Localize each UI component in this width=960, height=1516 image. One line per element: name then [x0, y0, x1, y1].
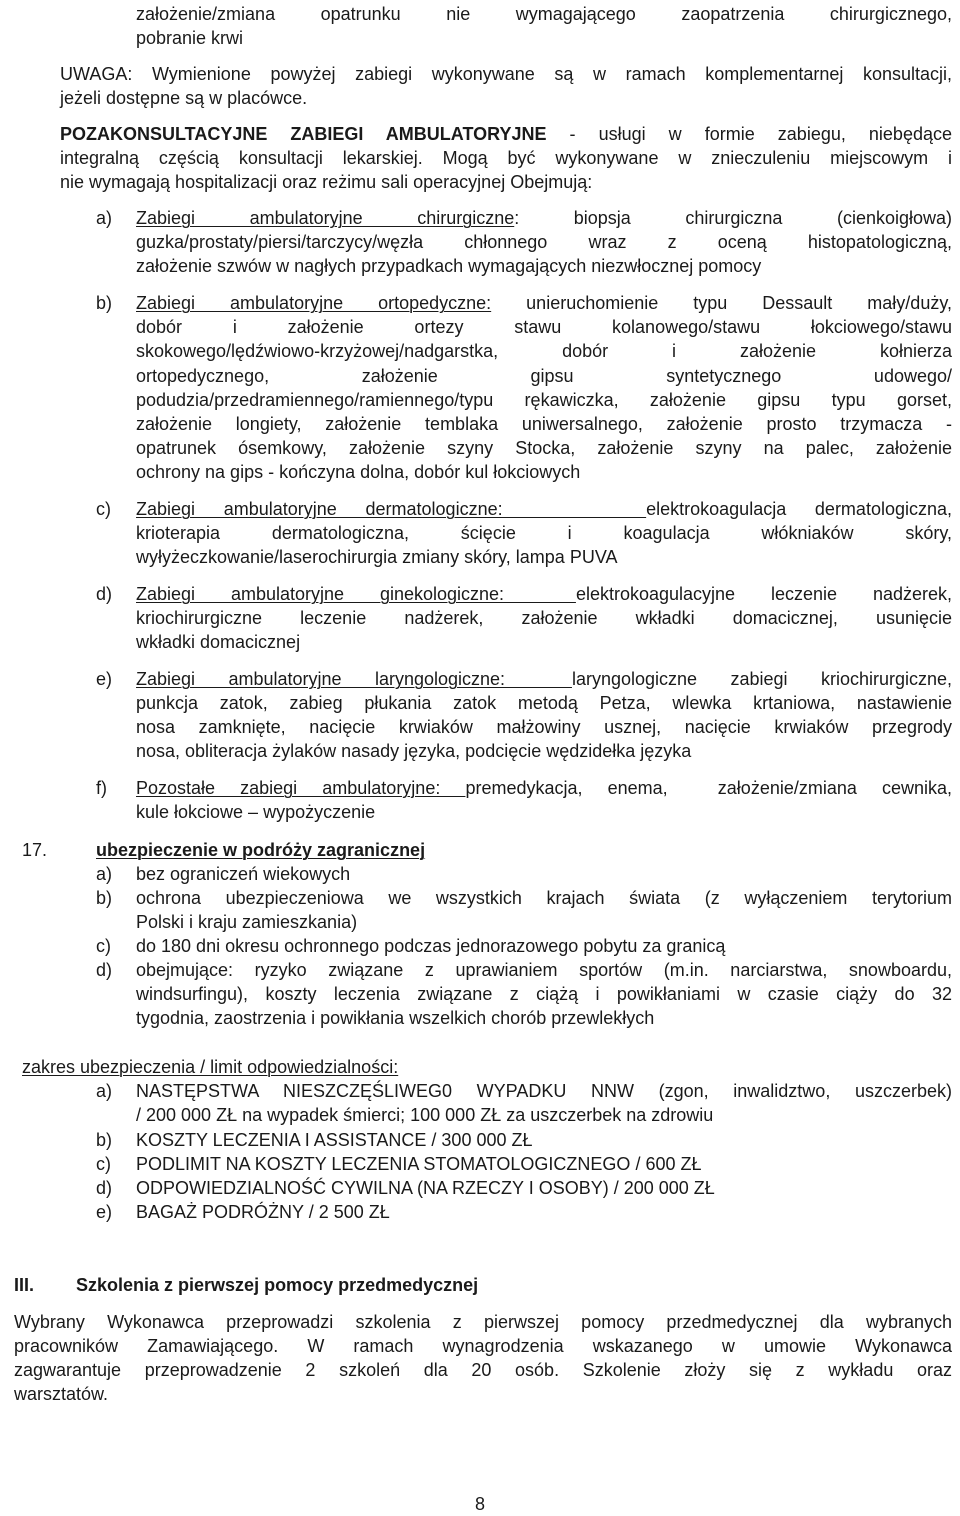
item-line: punkcja zatok, zabieg płukania zatok metodą Petza, wlewka krtaniowa, nastawienie [136, 693, 952, 713]
item-line: ochrony na gips - kończyna dolna, dobór kul łokciowych [136, 462, 581, 482]
post-consult-text: - usługi w formie zabiegu, niebędące [546, 124, 952, 144]
section-number: III. [14, 1275, 35, 1295]
item-line: założenie longiety, założenie temblaka uniwersalnego, założenie prosto trzymacza - [136, 414, 952, 434]
item-first-line [136, 291, 952, 315]
item-first-line [136, 206, 952, 230]
post-consult-line: integralną częścią konsultacji lekarskiej. Mogą być wykonywane w znieczuleniu miejscowym i [60, 148, 952, 168]
item-line: kule łokciowe – wypożyczenie [136, 802, 376, 822]
item-text: : biopsja chirurgiczna (cienkoigłowa) [514, 208, 952, 228]
item-label: d) [96, 584, 113, 604]
list-label: c) [96, 1154, 111, 1174]
list-line: NASTĘPSTWA NIESZCZĘŚLIWEG0 WYPADKU NNW (zgon, inwalidztwo, uszczerbek) [136, 1081, 952, 1101]
item-text: unieruchomienie typu Dessault mały/duży, [491, 293, 952, 313]
post-consult-line: nie wymagają hospitalizacji oraz reżimu sali operacyjnej Obejmują: [60, 172, 593, 192]
item-line: krioterapia dermatologiczna, ścięcie i koagulacja włókniaków skóry, [136, 523, 952, 543]
note-line: jeżeli dostępne są w placówce. [60, 88, 308, 108]
list-line: windsurfingu), koszty leczenia związane z ciążą i powikłaniami w czasie ciąży do 32 [136, 984, 952, 1004]
item-line: wyłyżeczkowanie/laserochirurgia zmiany skóry, lampa PUVA [136, 547, 618, 567]
section-title: ubezpieczenie w podróży zagranicznej [96, 840, 426, 860]
list-line: ochrona ubezpieczeniowa we wszystkich krajach świata (z wyłączeniem terytorium [136, 888, 952, 908]
item-label: c) [96, 499, 111, 519]
post-consult-title: POZAKONSULTACYJNE ZABIEGI AMBULATORYJNE [60, 124, 547, 144]
item-line: nosa, obliteracja żylaków nasady języka, podcięcie wędzidełka języka [136, 741, 692, 761]
item-text: premedykacja, enema, założenie/zmiana cewnika, [465, 778, 952, 798]
intro-line: założenie/zmiana opatrunku nie wymagającego zaopatrzenia chirurgicznego, [136, 4, 952, 24]
list-label: d) [96, 960, 113, 980]
list-label: b) [96, 888, 113, 908]
item-line: nosa zamknięte, nacięcie krwiaków małżowiny usznej, nacięcie krwiaków przegrody [136, 717, 952, 737]
item-line: założenie szwów w nagłych przypadkach wymagających niezwłocznej pomocy [136, 256, 762, 276]
item-line: kriochirurgiczne leczenie nadżerek, założenie wkładki domacicznej, usunięcie [136, 608, 952, 628]
item-title: Zabiegi ambulatoryjne laryngologiczne: [136, 669, 572, 689]
list-line: tygodnia, zaostrzenia i powikłania wszelkich chorób przewlekłych [136, 1008, 655, 1028]
item-title: Zabiegi ambulatoryjne chirurgiczne [136, 208, 515, 228]
item-line: guzka/prostaty/piersi/tarczycy/węzła chłonnego wraz z oceną histopatologiczną, [136, 232, 952, 252]
paragraph-line: warsztatów. [14, 1384, 109, 1404]
post-consult-line [60, 122, 952, 146]
section-number: 17. [22, 840, 48, 860]
list-label: c) [96, 936, 111, 956]
item-label: e) [96, 669, 113, 689]
note-line: UWAGA: Wymienione powyżej zabiegi wykonywane są w ramach komplementarnej konsultacji, [60, 64, 952, 84]
section-title: Szkolenia z pierwszej pomocy przedmedycznej [76, 1275, 479, 1295]
item-text: elektrokoagulacyjne leczenie nadżerek, [575, 584, 952, 604]
list-line: BAGAŻ PODRÓŻNY / 2 500 ZŁ [136, 1202, 390, 1222]
scope-heading: zakres ubezpieczenia / limit odpowiedzialności: [22, 1057, 399, 1077]
intro-line: pobranie krwi [136, 28, 244, 48]
item-line: skokowego/lędźwiowo-krzyżowej/nadgarstka, dobór i założenie kołnierza [136, 341, 952, 361]
paragraph-line: zagwarantuje przeprowadzenie 2 szkoleń dla 20 osób. Szkolenie złoży się z wykładu oraz [14, 1360, 952, 1380]
item-line: podudzia/przedramiennego/ramiennego/typu rękawiczka, założenie gipsu typu gorset, [136, 390, 952, 410]
list-line: bez ograniczeń wiekowych [136, 864, 351, 884]
paragraph-line: pracowników Zamawiającego. W ramach wynagrodzenia wskazanego w umowie Wykonawca [14, 1336, 952, 1356]
list-label: d) [96, 1178, 113, 1198]
list-label: e) [96, 1202, 113, 1222]
list-line: do 180 dni okresu ochronnego podczas jednorazowego pobytu za granicą [136, 936, 726, 956]
item-line: ortopedycznego, założenie gipsu syntetycznego udowego/ [136, 366, 952, 386]
list-line: PODLIMIT NA KOSZTY LECZENIA STOMATOLOGICZNEGO / 600 ZŁ [136, 1154, 702, 1174]
item-first-line [136, 776, 952, 800]
item-title: Zabiegi ambulatoryjne ortopedyczne: [136, 293, 492, 313]
list-line: obejmujące: ryzyko związane z uprawianiem sportów (m.in. narciarstwa, snowboardu, [136, 960, 952, 980]
item-first-line [136, 667, 952, 691]
item-first-line [136, 582, 952, 606]
item-label: f) [96, 778, 107, 798]
item-line: wkładki domacicznej [136, 632, 301, 652]
list-label: b) [96, 1130, 113, 1150]
page-number: 8 [474, 1494, 485, 1514]
item-title: Zabiegi ambulatoryjne ginekologiczne: [136, 584, 576, 604]
item-line: opatrunek ósemkowy, założenie szyny Stocka, założenie szyny na palec, założenie [136, 438, 952, 458]
item-first-line [136, 497, 952, 521]
list-line: / 200 000 ZŁ na wypadek śmierci; 100 000 ZŁ za uszczerbek na zdrowiu [136, 1105, 714, 1125]
item-text: elektrokoagulacja dermatologiczna, [646, 499, 952, 519]
item-label: b) [96, 293, 113, 313]
list-label: a) [96, 1081, 113, 1101]
list-line: Polski i kraju zamieszkania) [136, 912, 358, 932]
item-line: dobór i założenie ortezy stawu kolanowego/stawu łokciowego/stawu [136, 317, 952, 337]
list-line: KOSZTY LECZENIA I ASSISTANCE / 300 000 ZŁ [136, 1130, 533, 1150]
item-text: laryngologiczne zabiegi kriochirurgiczne, [571, 669, 952, 689]
list-label: a) [96, 864, 113, 884]
item-label: a) [96, 208, 113, 228]
paragraph-line: Wybrany Wykonawca przeprowadzi szkolenia z pierwszej pomocy przedmedycznej dla wybranych [14, 1312, 952, 1332]
item-title: Pozostałe zabiegi ambulatoryjne: [136, 778, 466, 798]
item-title: Zabiegi ambulatoryjne dermatologiczne: [136, 499, 647, 519]
list-line: ODPOWIEDZIALNOŚĆ CYWILNA (NA RZECZY I OSOBY) / 200 000 ZŁ [136, 1178, 715, 1198]
